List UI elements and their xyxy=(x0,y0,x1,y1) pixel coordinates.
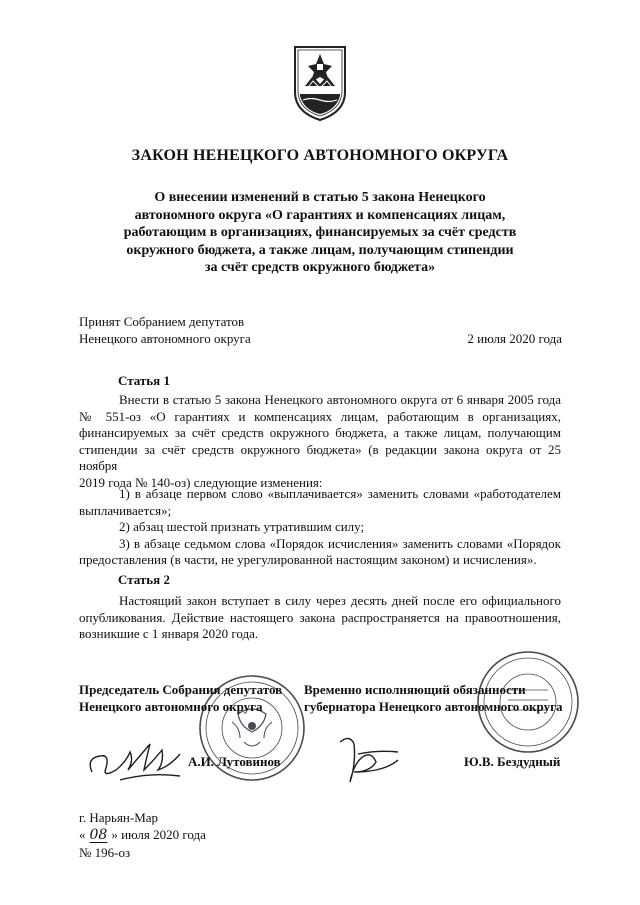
text-line: стипендии за счёт средств окружного бюджета» (в редакции закона округа от 25 ноября xyxy=(79,441,561,474)
adoption-line: Ненецкого автономного округа xyxy=(79,330,251,346)
item-3-line: предоставления (в части, не урегулированной настоящим законом) и исчисления». xyxy=(79,552,537,568)
text-line: Настоящий закон вступает в силу через десять дней после его официального xyxy=(119,593,561,608)
article-2-heading: Статья 2 xyxy=(118,572,170,587)
signatory-title-line: Ненецкого автономного округа xyxy=(79,698,263,714)
text-line: возникшие с 1 января 2020 года. xyxy=(79,626,259,642)
adoption-date: 2 июля 2020 года xyxy=(467,330,562,346)
item-1-line: выплачивается»; xyxy=(79,502,172,518)
item-2: 2) абзац шестой признать утратившим силу; xyxy=(119,519,365,535)
article-1-heading: Статья 1 xyxy=(118,373,170,388)
signatory-title-line: губернатора Ненецкого автономного округа xyxy=(304,698,563,714)
subtitle-line: автономного округа «О гарантиях и компенсациях лицам, xyxy=(134,207,506,223)
adoption-line: Принят Собранием депутатов xyxy=(79,314,245,329)
law-number: № 196-оз xyxy=(79,845,131,860)
right-signatory-name: Ю.В. Бездудный xyxy=(464,754,561,769)
subtitle-line: работающим в организациях, финансируемых за счёт средств xyxy=(123,225,517,240)
handwritten-day: 08 xyxy=(89,827,108,843)
date-rest: » июля 2020 года xyxy=(111,827,206,842)
item-1-line: 1) в абзаце первом слово «выплачивается» заменить словами «работодателем xyxy=(119,486,561,501)
subtitle-line: О внесении изменений в статью 5 закона Ненецкого xyxy=(154,190,486,205)
text-line: 2019 года № 140-оз) следующие изменения: xyxy=(79,474,323,490)
subtitle-line: за счёт средств окружного бюджета» xyxy=(204,260,436,275)
law-title: ЗАКОН НЕНЕЦКОГО АВТОНОМНОГО ОКРУГА xyxy=(131,147,509,164)
place-of-signing: г. Нарьян-Мар xyxy=(79,810,159,825)
left-signatory-title xyxy=(79,682,282,715)
signing-date xyxy=(79,826,206,844)
left-signatory-name: А.И. Лутовинов xyxy=(188,754,281,769)
item-3-line: 3) в абзаце седьмом слова «Порядок исчисления» заменить словами «Порядок xyxy=(119,535,561,551)
subtitle-line: окружного бюджета, а также лицам, получающим стипендии xyxy=(126,242,514,258)
right-signatory-title xyxy=(304,682,562,715)
document-footer xyxy=(79,809,206,861)
signatory-title-line: Временно исполняющий обязанности xyxy=(304,682,526,697)
text-line: Внести в статью 5 закона Ненецкого автономного округа от 6 января 2005 года xyxy=(119,392,561,407)
date-quote: « xyxy=(79,827,86,842)
text-line: № 551-оз «О гарантиях и компенсациях лицам, работающим в организациях, xyxy=(79,408,561,424)
text-line: финансируемых за счёт средств окружного бюджета, а также лицам, получающим xyxy=(79,425,561,441)
text-line: опубликования. Действие настоящего закона распространяется на правоотношения, xyxy=(79,609,561,625)
signatory-title-line: Председатель Собрания депутатов xyxy=(79,682,283,697)
